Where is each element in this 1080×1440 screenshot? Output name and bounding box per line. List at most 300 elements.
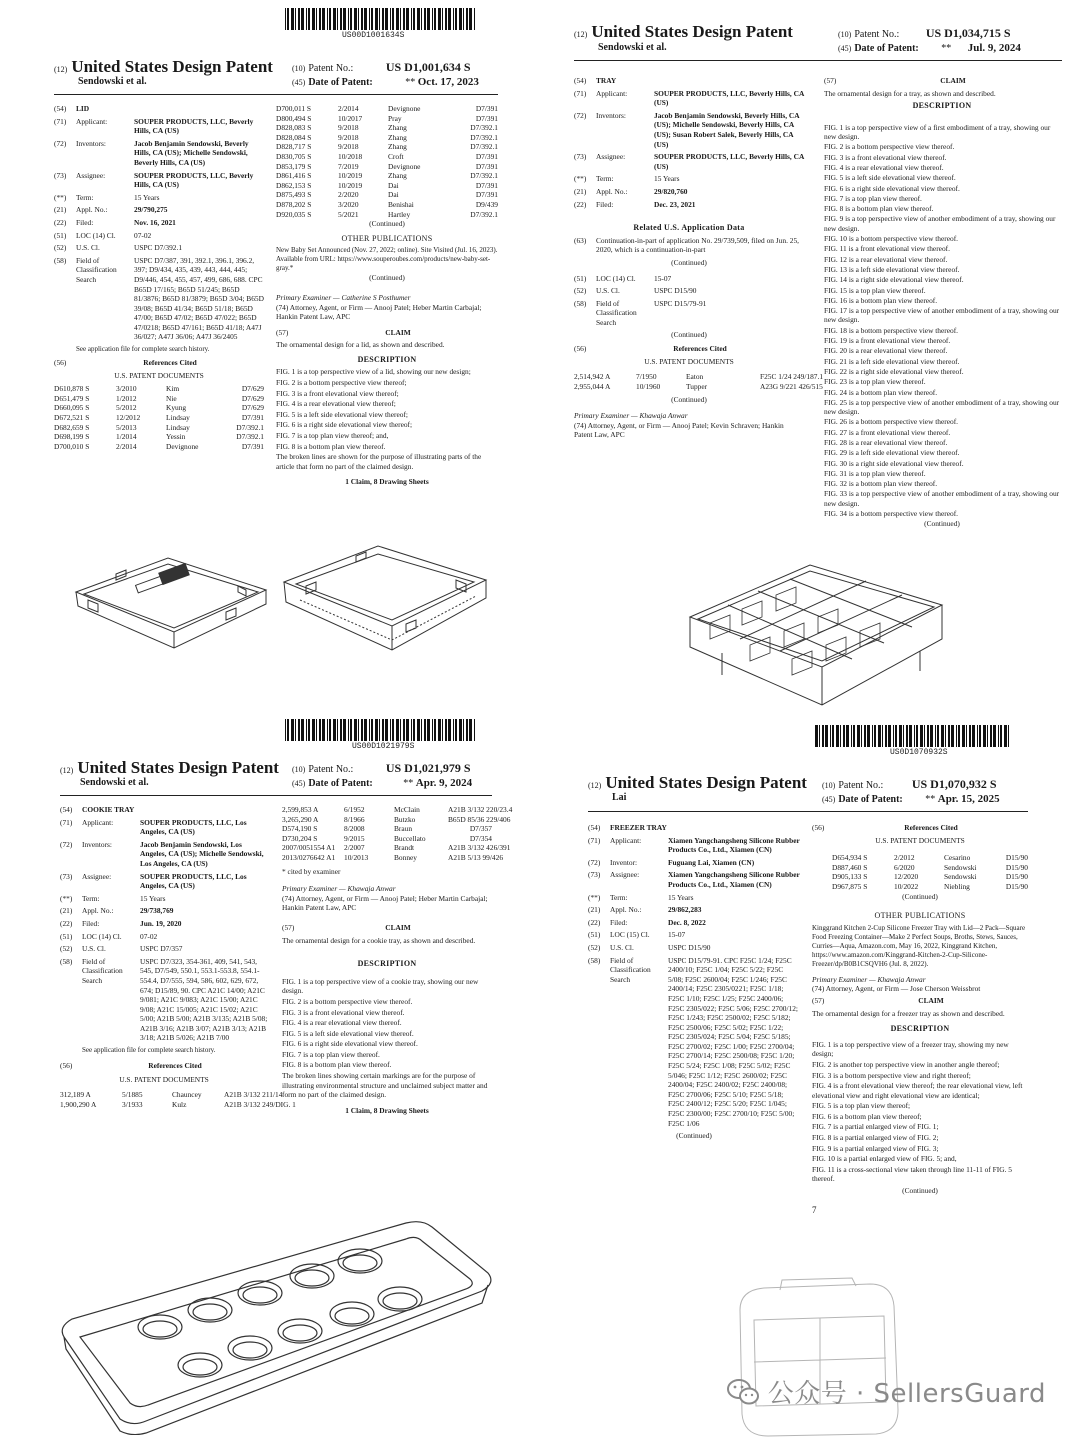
reference-cell: 2/2012 (894, 853, 915, 863)
barcode-bar (1008, 725, 1009, 747)
patent-lid (0, 0, 540, 715)
description-item: FIG. 2 is a bottom perspective view thereof. (282, 996, 413, 1006)
barcode-bar (466, 8, 468, 30)
barcode-bar (853, 725, 855, 747)
inventors-line: Lai (612, 792, 627, 803)
barcode-bar (424, 719, 426, 741)
barcode-bar (343, 8, 346, 30)
description-item: FIG. 16 is a bottom plan view thereof. (824, 295, 938, 305)
claim-text: The ornamental design for a tray, as shown and described. (824, 88, 996, 98)
reference-cell: D651,479 S (54, 393, 90, 403)
barcode-bar (453, 719, 454, 741)
field-value: 15-07 (668, 930, 686, 940)
field-label: Filed: (596, 199, 614, 209)
reference-cell: 2013/0276642 A1 (282, 852, 336, 862)
lid-drawing (56, 540, 496, 700)
field-code: (72) (574, 110, 587, 120)
related-data-title: Related U.S. Application Data (633, 223, 745, 233)
field-code: (58) (54, 255, 67, 265)
continued-note: (Continued) (676, 1131, 712, 1141)
other-publications-title: OTHER PUBLICATIONS (341, 233, 433, 243)
barcode-bar (337, 8, 338, 30)
field-value: USPC D7/392.1 (134, 243, 183, 253)
barcode-bar (287, 8, 289, 30)
other-publications: Kinggrand Kitchen 2-Cup Silicone Freezer Tray with Lid—2 Pack—Square Food Freezing Container—Make 2 Perfect Soups, Broths, Stews, Sauces, Curries—Aqua, Amazon.com, May 16, 2022, Kinggrand Kitchen, https://www.amazon.com/Kinggrand-Kitchen-2-Cup-Silicone-Freezer/dp/B0B1CSQVH6 (Jul. 8, 2022). (812, 923, 1026, 968)
reference-cell: 1,900,290 A (60, 1099, 97, 1109)
other-publications-title: OTHER PUBLICATIONS (874, 911, 966, 921)
field-value: 15 Years (654, 174, 680, 184)
barcode-bar (396, 8, 399, 30)
reference-row (54, 384, 264, 394)
reference-row (276, 190, 498, 200)
reference-cell: Sendowski (944, 862, 977, 872)
barcode-bar (914, 725, 915, 747)
claims-sheets: 1 Claim, 8 Drawing Sheets (345, 477, 429, 487)
field-label: Inventor: (610, 857, 638, 867)
barcode-bar (308, 719, 310, 741)
reference-cell: Devignone (166, 441, 199, 451)
field-label: Field of Classification Search (82, 956, 123, 985)
reference-cell: Zhang (388, 142, 407, 152)
description-item: FIG. 5 is a left side elevational view thereof. (824, 173, 956, 183)
field-code: (52) (54, 243, 67, 253)
reference-cell: D967,875 S (832, 881, 868, 891)
reference-row (54, 432, 264, 442)
reference-cell: D7/629 (241, 403, 264, 413)
barcode-bar (448, 8, 451, 30)
field-row (54, 104, 264, 114)
continued-note: (Continued) (671, 330, 707, 340)
reference-cell: 9/2018 (338, 142, 359, 152)
field-value: Dec. 23, 2021 (654, 199, 696, 209)
barcode (815, 725, 1015, 747)
barcode-bar (945, 725, 946, 747)
description-item: FIG. 22 is a right side elevational view thereof. (824, 366, 964, 376)
barcode-bar (851, 725, 852, 747)
description-item: FIG. 34 is a bottom perspective view thereof. (824, 509, 959, 519)
reference-cell: Buccellato (394, 833, 426, 843)
reference-cell: D862,153 S (276, 180, 312, 190)
field-code: (73) (574, 152, 587, 162)
field-row (588, 870, 800, 889)
reference-cell: D698,199 S (54, 432, 90, 442)
reference-cell: A21B 3/132 249/DIG. 1 (224, 1099, 296, 1109)
barcode-bar (316, 719, 317, 741)
cookie-cup-inner (343, 1255, 377, 1271)
reference-row (276, 133, 498, 143)
barcode-bar (819, 725, 820, 747)
patent-title: (12) United States Design Patent (588, 773, 807, 792)
barcode-bar (361, 719, 363, 741)
field-row (60, 894, 268, 904)
reference-cell: D7/629 (241, 393, 264, 403)
cookie-tray-drawing (50, 1215, 500, 1435)
cookie-cup-inner (335, 1308, 369, 1324)
barcode-bar (993, 725, 996, 747)
barcode-bar (438, 8, 441, 30)
barcode-bar (956, 725, 957, 747)
field-row (574, 187, 804, 197)
header-rule (60, 795, 492, 796)
field-value: 29/862,283 (668, 905, 702, 915)
patent-title: (12) United States Design Patent (54, 57, 273, 76)
reference-cell: Eaton (686, 372, 704, 382)
reference-cell: 10/2019 (338, 171, 363, 181)
reference-cell: Pray (388, 113, 402, 123)
barcode-bar (361, 8, 363, 30)
field-value: SOUPER PRODUCTS, LLC, Los Angeles, CA (US) (140, 871, 247, 891)
reference-cell: Kyung (166, 403, 187, 413)
barcode-bar (930, 725, 933, 747)
barcode-bar (442, 719, 443, 741)
barcode-bar (287, 719, 289, 741)
field-value: 29/820,760 (654, 186, 688, 196)
barcode-number: US0D1070932S (890, 748, 948, 757)
description-item: FIG. 6 is a right side elevational view thereof. (824, 183, 960, 193)
description-title: DESCRIPTION (912, 101, 972, 111)
field-row (574, 152, 804, 171)
description-item: FIG. 9 is a top perspective view of another embodiment of a tray, showing our new design. (824, 214, 1056, 233)
description-item: FIG. 8 is a bottom plan view thereof. (824, 204, 934, 214)
reference-cell: 12/2012 (116, 413, 141, 423)
reference-row (282, 834, 492, 844)
reference-row (276, 200, 498, 210)
field-code: (58) (588, 955, 601, 965)
reference-cell: McClain (394, 805, 420, 814)
reference-row (282, 852, 504, 863)
barcode-bar (390, 8, 391, 30)
barcode-bar (987, 725, 988, 747)
description-item: FIG. 2 is a bottom perspective view thereof; (276, 378, 407, 388)
reference-cell: 10/2017 (338, 113, 363, 123)
reference-cell: 5/2012 (116, 403, 137, 413)
barcode-bar (951, 725, 954, 747)
description-item: FIG. 20 is a rear elevational view thereof. (824, 346, 948, 356)
reference-row (276, 210, 498, 220)
barcode-bar (312, 719, 315, 741)
barcode-number: US00D1021979S (352, 742, 415, 751)
reference-cell: D861,416 S (276, 171, 312, 181)
cookie-cup-inner (233, 1342, 267, 1358)
field-value: FREEZER TRAY (610, 823, 667, 832)
field-code: (72) (54, 138, 67, 148)
primary-examiner: Primary Examiner — Khawaja Anwar (812, 974, 926, 984)
barcode-bar (379, 8, 380, 30)
barcode-bar (382, 8, 384, 30)
barcode-bar (403, 719, 405, 741)
barcode-bar (948, 725, 950, 747)
reference-cell: Tupper (686, 381, 708, 391)
reference-row (60, 1090, 283, 1100)
barcode-bar (455, 719, 457, 741)
field-label: Inventors: (76, 138, 106, 148)
field-code: (73) (588, 870, 601, 880)
see-application-note: See application file for complete search history. (82, 1046, 216, 1055)
cookie-cup-inner (283, 1325, 317, 1341)
freezer-tray-drawing (720, 1270, 920, 1440)
barcode-bar (977, 725, 978, 747)
reference-cell: D15/90 (1005, 881, 1028, 891)
reference-cell: D15/90 (1005, 862, 1028, 872)
description-item: The broken lines are shown for the purpose of illustrating parts of the article that form no part of the claimed design. (276, 452, 482, 471)
reference-cell: Cesarino (944, 853, 971, 863)
primary-examiner: Primary Examiner — Khawaja Anwar (574, 411, 688, 421)
barcode-bar (413, 8, 415, 30)
reference-cell: D7/391 (241, 441, 264, 451)
field-row (54, 171, 264, 190)
patent-tray (540, 0, 1080, 715)
reference-cell: D7/354 (469, 833, 492, 843)
field-row (60, 818, 268, 837)
barcode-bar (382, 719, 384, 741)
barcode (285, 719, 480, 741)
continued-note: (Continued) (369, 273, 405, 283)
cookie-cup (330, 1302, 374, 1326)
barcode-bar (295, 8, 296, 30)
barcode-bar (329, 719, 331, 741)
reference-cell: D7/391 (475, 113, 498, 123)
patent-number: (10) Patent No.: US D1,070,932 S (822, 777, 997, 791)
reference-cell: Braun (394, 824, 413, 834)
field-code: (22) (60, 918, 73, 928)
description-item: FIG. 3 is a front elevational view thereof; (276, 388, 399, 398)
reference-cell: D7/391 (475, 180, 498, 190)
reference-row (54, 394, 264, 404)
field-label: LOC (14) Cl. (82, 931, 122, 941)
field-value: 15 Years (668, 892, 694, 902)
field-value: SOUPER PRODUCTS, LLC, Beverly Hills, CA (US) (654, 152, 804, 171)
reference-cell: D700,010 S (54, 441, 90, 451)
field-label: Applicant: (76, 116, 108, 126)
field-label: Term: (76, 192, 94, 202)
reference-cell: 10/2013 (344, 852, 369, 862)
field-code: (51) (588, 930, 601, 940)
barcode-bar (417, 8, 420, 30)
reference-cell: Zhang (388, 123, 407, 133)
field-value: SOUPER PRODUCTS, LLC, Beverly Hills, CA (US) (134, 116, 254, 136)
barcode-bar (319, 719, 321, 741)
field-label: Filed: (610, 917, 628, 927)
date-of-patent: (45) Date of Patent: ** Oct. 17, 2023 (292, 76, 479, 88)
barcode-bar (840, 725, 841, 747)
field-value: 15 Years (140, 893, 166, 903)
reference-cell: B65D 85/36 229/406 (448, 814, 511, 824)
barcode-bar (421, 8, 422, 30)
description-item: FIG. 28 is a rear elevational view thereof. (824, 437, 948, 447)
reference-cell: 1/2012 (116, 393, 137, 403)
barcode-number: US00D1001634S (342, 31, 405, 40)
reference-cell: D7/629 (241, 384, 264, 394)
reference-cell: 3,265,290 A (282, 814, 319, 824)
reference-cell: D7/392.1 (470, 132, 498, 142)
barcode-bar (421, 719, 422, 741)
field-value: Jacob Benjamin Sendowski, Beverly Hills, CA (US); Michelle Sendowski, Beverly Hills, CA (US); Susan Robert Salek, Beverly Hills, CA (US) (654, 110, 800, 149)
reference-row (276, 123, 498, 133)
barcode-bar (375, 8, 378, 30)
barcode-bar (434, 719, 436, 741)
barcode-bar (327, 8, 328, 30)
reference-row (832, 882, 1028, 892)
description-item: FIG. 19 is a front elevational view thereof. (824, 336, 951, 346)
reference-cell: D7/392.1 (236, 432, 264, 442)
description-item: FIG. 29 is a left side elevational view thereof. (824, 448, 960, 458)
reference-cell: Sendowski (944, 872, 977, 882)
field-label: U.S. Cl. (596, 286, 620, 296)
field-value: 29/790,275 (134, 205, 168, 215)
reference-cell: Chauncey (172, 1090, 202, 1100)
field-row (60, 840, 268, 869)
barcode-bar (298, 8, 300, 30)
continued-note: (Continued) (924, 519, 960, 529)
barcode-bar (825, 725, 828, 747)
field-value: 15-07 (654, 273, 672, 283)
cited-note: * cited by examiner (282, 866, 341, 876)
field-label: Field of Classification Search (610, 955, 651, 984)
barcode (285, 8, 480, 30)
field-row (574, 274, 804, 284)
field-row (588, 956, 800, 1129)
field-row (54, 139, 264, 168)
left-column: (54) COOKIE TRAY (71) Applicant: SOUPER PRODUCTS, LLC, Los Angeles, CA (US) (72) Inventors: Jacob Benjamin Sendowski, Los Angeles, CA (US); Michelle Sendowski, Los Angeles, CA (US) (73) Assignee: SOUPER PRODUCTS, LLC, Los Angeles, CA (US) (**) Term: 15 Years (21) Appl. No.: 29/738,769 (22) Filed: Jun. 19, 2020 (51) LOC (14) Cl. 07-02 (52) U.S. Cl. USPC D7/357 (58) Field of Classification Search USPC D7/323, 354-361, 409, 541, 543, 545, D7/549, 550.1, 553.1-553.8, 554.1-554.4, D7/555, 594, 586, 602, 629, 672, 674; D15/89, 90. CPC A21C 14/00; A21C 9/081; A21C 9/083; A21C 15/00; A21C 9/08; A21C 15/005; A21C 15/02; A21C 5/00; A21B 5/00; A21B 3/135; A21B 5/08; A21B 3/16; A21B 3/07; A21B 3/13; A21B 3/18; A21B 5/026; A21B 7/00 See application file for complete search history. (56) References Cited U.S. PATENT DOCUMENTS 312,189 A 5/1885 Chauncey A21B 3/132 211/14 1,900,290 A 3/1933 Kulz A21B 3/132 249/DIG. 1 (60, 805, 296, 1109)
reference-cell: Dai (388, 180, 399, 190)
field-row (60, 957, 268, 1043)
barcode-bar (364, 719, 367, 741)
left-column: (54) TRAY (71) Applicant: SOUPER PRODUCTS, LLC, Beverly Hills, CA (US) (72) Inventors: Jacob Benjamin Sendowski, Beverly Hills, CA (US); Michelle Sendowski, Beverly Hills, CA (US); Susan Robert Salek, Beverly Hills, CA (US) (73) Assignee: SOUPER PRODUCTS, LLC, Beverly Hills, CA (US) (**) Term: 15 Years (21) Appl. No.: 29/820,760 (22) Filed: Dec. 23, 2021 Related U.S. Application Data (63) Continuation-in-part of application No. 29/739,509, filed on Jun. 25, 2020, which is a continuation-in-part (Continued) (51) LOC (14) Cl. 15-07 (52) U.S. Cl. USPC D15/90 (58) Field of Classification Search USPC D15/79-91 (Continued) (56) References Cited U.S. PATENT DOCUMENTS 2,514,942 A 7/1950 Eaton F25C 1/24 249/187.1 2,955,044 A 10/1960 Tupper A23G 9/221 426/515 (Continued) Primary Examiner — Khawaja Anwar (74) Attorney, Agent, or Firm — Anooj Patel; Kevin Schraven; Hankin Patent Law, APC (574, 76, 824, 440)
field-value: LID (76, 104, 90, 113)
reference-cell: A21B 3/132 211/14 (224, 1090, 283, 1100)
reference-cell: D7/392.1 (470, 142, 498, 152)
field-value: SOUPER PRODUCTS, LLC, Los Angeles, CA (US) (140, 817, 247, 837)
barcode-bar (878, 725, 881, 747)
field-label: Applicant: (596, 88, 628, 98)
reference-cell: 2007/0051554 A1 (282, 843, 336, 853)
barcode-bar (301, 719, 304, 741)
barcode-bar (354, 719, 357, 741)
field-code: (51) (60, 931, 73, 941)
barcode-bar (432, 719, 433, 741)
field-value: Jacob Benjamin Sendowski, Los Angeles, CA (US); Michelle Sendowski, Los Angeles, CA (US) (140, 839, 264, 868)
field-row (588, 918, 800, 928)
description-item: FIG. 10 is a partial enlarged view of FIG. 5; and, (812, 1154, 957, 1164)
field-code: (54) (54, 104, 67, 113)
barcode-bar (448, 719, 451, 741)
description-item: FIG. 6 is a right side elevational view thereof; (276, 420, 413, 430)
patent-title: (12) United States Design Patent (60, 758, 279, 777)
barcode-bar (990, 725, 992, 747)
barcode-bar (927, 725, 929, 747)
reference-cell: Devignone (388, 161, 421, 171)
field-label: Inventors: (596, 110, 626, 120)
field-code: (54) (60, 805, 73, 814)
barcode-bar (392, 719, 394, 741)
field-row (588, 893, 800, 903)
field-code: (52) (574, 286, 587, 296)
barcode-bar (340, 719, 342, 741)
reference-cell: Brandt (394, 843, 415, 853)
description-item: FIG. 11 is a cross-sectional view taken through line 11-11 of FIG. 5 thereof. (812, 1164, 1012, 1184)
field-value: 29/738,769 (140, 906, 174, 916)
barcode-bar (941, 725, 944, 747)
description-title: DESCRIPTION (357, 354, 417, 364)
see-application-note: See application file for complete search history. (76, 345, 210, 354)
reference-cell: A21B 3/132 426/391 (448, 843, 511, 853)
reference-row (282, 824, 492, 834)
field-label: U.S. Cl. (82, 944, 106, 954)
reference-cell: 9/2018 (338, 123, 359, 133)
barcode-bar (291, 719, 294, 741)
barcode-bar (895, 725, 897, 747)
description-item: FIG. 9 is a partial enlarged view of FIG. 3; (812, 1143, 939, 1153)
reference-cell: D15/90 (1005, 853, 1028, 863)
barcode-bar (864, 725, 866, 747)
barcode-bar (337, 719, 338, 741)
reference-cell: D7/357 (469, 824, 492, 834)
right-column: D700,011 S 2/2014 Devignone D7/391 D800,494 S 10/2017 Pray D7/391 D828,083 S 9/2018 Zhang D7/392.1 D828,084 S 9/2018 Zhang D7/392.1 D828,717 S 9/2018 Zhang D7/392.1 D830,705 S 10/2018 Croft D7/391 D853,179 S 7/2019 Devignone D7/391 D861,416 S 10/2019 Zhang D7/392.1 D862,153 S 10/2019 Dai D7/391 D875,493 S 2/2020 Dai D7/391 D878,202 S 3/2020 Benishai D9/439 D920,035 S 5/2021 Hartley D7/392.1 (Continued) OTHER PUBLICATIONS New Baby Set Announced (Nov. 27, 2022; online). Site Visited (Jul. 16, 2023). Available from URL: https://www.souperoubes.com/products/new-baby-set-gray.* (Continued) Primary Examiner — Catherine S Posthumer (74) Attorney, Agent, or Firm — Anooj Patel; Heber Martin Carbajal; Hankin Patent Law, APC (57) CLAIM The ornamental design for a lid, as shown and described. DESCRIPTION FIG. 1 is a top perspective view of a lid, showing our new design; FIG. 2 is a bottom perspective view thereof; FIG. 3 is a front elevational view thereof; FIG. 4 is a rear elevational view thereof; FIG. 5 is a left side elevational view thereof; FIG. 6 is a right side elevational view thereof; FIG. 7 is a top plan view thereof; and, FIG. 8 is a bottom plan view thereof. The broken lines are shown for the purpose of illustrating parts of the article that form no part of the claimed design. 1 Claim, 8 Drawing Sheets (276, 104, 498, 487)
barcode-bar (843, 725, 845, 747)
description-title: DESCRIPTION (357, 959, 417, 969)
reference-cell: 6/1952 (344, 805, 365, 814)
description-item: FIG. 1 is a top perspective view of a cookie tray, showing our new design. (282, 976, 479, 996)
barcode-bar (822, 725, 824, 747)
barcode-bar (474, 8, 475, 30)
barcode-bar (906, 725, 908, 747)
reference-cell: D828,083 S (276, 123, 312, 133)
reference-cell: D15/90 (1005, 872, 1028, 882)
description-item: FIG. 32 is a bottom plan view thereof. (824, 479, 938, 489)
barcode-bar (466, 719, 468, 741)
cookie-cup (138, 1315, 182, 1339)
reference-cell: 2,514,942 A (574, 372, 611, 382)
right-column: (56) References Cited U.S. PATENT DOCUMENTS D654,934 S 2/2012 Cesarino D15/90 D887,460 S 6/2020 Sendowski D15/90 D905,133 S 12/2020 Sendowski D15/90 D967,875 S 10/2022 Niebling D15/90 (Continued) OTHER PUBLICATIONS Kinggrand Kitchen 2-Cup Silicone Freezer Tray with Lid—2 Pack—Square Food Freezing Container—Make 2 Perfect Soups, Broths, Stews, Sauces, Curries—Aqua, Amazon.com, May 16, 2022, Kinggrand Kitchen, https://www.amazon.com/Kinggrand-Kitchen-2-Cup-Silicone-Freezer/dp/B0B1CSQVH6 (Jul. 8, 2022). Primary Examiner — Khawaja Anwar (74) Attorney, Agent, or Firm — Jose Cherson Weissbrot (57) CLAIM The ornamental design for a freezer tray as shown and described. DESCRIPTION FIG. 1 is a top perspective view of a freezer tray, showing my new design; FIG. 2 is another top perspective view in another angle thereof; FIG. 3 is a bottom perspective view and right thereof; FIG. 4 is a front elevational view thereof; the rear elevational view, left elevational view and right elevational view are identical; FIG. 5 is a top plan view thereof; FIG. 6 is a bottom plan view thereof; FIG. 7 is a partial enlarged view of FIG. 1; FIG. 8 is a partial enlarged view of FIG. 2; FIG. 9 is a partial enlarged view of FIG. 3; FIG. 10 is a partial enlarged view of FIG. 5; and, FIG. 11 is a cross-sectional view taken through line 11-11 of FIG. 5 thereof. (Continued) 7 (812, 823, 1028, 1215)
attorney: (74) Attorney, Agent, or Firm — Anooj Patel; Kevin Schraven; Hankin Patent Law, APC (574, 420, 784, 440)
field-row (574, 89, 804, 108)
barcode-bar (998, 725, 999, 747)
barcode-bar (972, 725, 975, 747)
reference-cell: D7/391 (475, 190, 498, 200)
field-row (588, 858, 800, 868)
reference-cell: Kulz (172, 1099, 187, 1109)
reference-row (276, 104, 498, 114)
description-item: FIG. 1 is a top perspective view of a lid, showing our new design; (276, 367, 471, 377)
reference-cell: D878,202 S (276, 199, 312, 209)
cookie-cup-inner (295, 1270, 329, 1286)
description-item: FIG. 26 is a bottom perspective view thereof. (824, 417, 959, 427)
continued-note: (Continued) (671, 257, 707, 267)
reference-cell: 9/2018 (338, 132, 359, 142)
field-value: COOKIE TRAY (82, 805, 135, 814)
cookie-cup-inner (183, 1359, 217, 1375)
barcode-bar (298, 719, 300, 741)
barcode-bar (400, 719, 401, 741)
field-code: (71) (574, 88, 587, 98)
reference-cell: 3/2010 (116, 384, 137, 394)
field-label: Inventors: (82, 839, 112, 849)
barcode-bar (861, 725, 862, 747)
reference-cell: Dai (388, 190, 399, 200)
reference-cell: D7/392.1 (470, 209, 498, 219)
field-row (574, 299, 804, 328)
barcode-bar (285, 719, 286, 741)
reference-cell: 2/2014 (116, 441, 137, 451)
reference-cell: Hartley (388, 209, 411, 219)
figure-label: 7 (812, 1204, 817, 1215)
reference-cell: 1/2014 (116, 432, 137, 442)
description-item: FIG. 7 is a top plan view thereof. (282, 1049, 380, 1059)
reference-cell: D654,934 S (832, 853, 868, 863)
field-value: SOUPER PRODUCTS, LLC, Beverly Hills, CA (US) (134, 170, 254, 190)
barcode-bar (379, 719, 380, 741)
left-column (588, 823, 800, 1141)
